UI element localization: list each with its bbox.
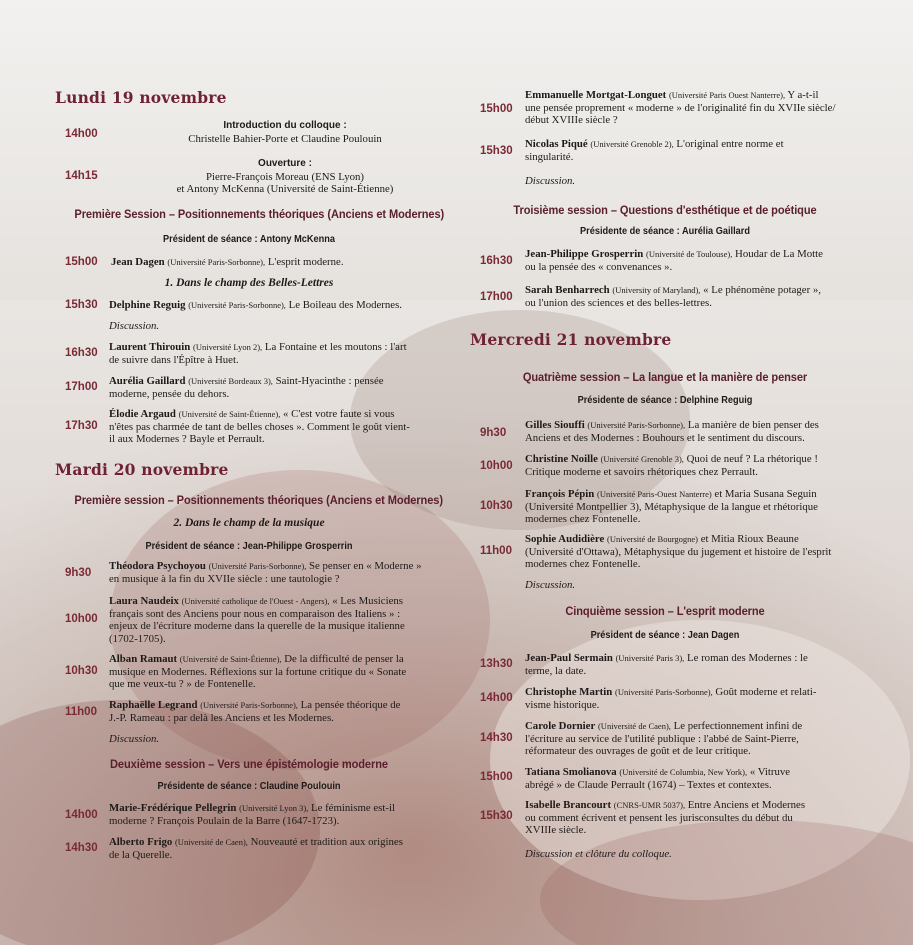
- time-label: 9h30: [480, 427, 507, 439]
- speaker-affiliation: (Université Lyon 2),: [193, 342, 263, 352]
- speaker-affiliation: (Université de Saint-Étienne),: [179, 654, 282, 664]
- talk-title: Nouveauté et tradition aux origines: [250, 836, 403, 848]
- talk-entry: [525, 248, 865, 273]
- speaker-name: Alban Ramaut: [109, 653, 178, 665]
- session-president: Présidente de séance : Claudine Poulouin: [157, 781, 341, 792]
- speaker-affiliation: (Université Paris-Sorbonne),: [614, 687, 713, 697]
- speaker-affiliation: (Université de Columbia, New York),: [619, 767, 748, 777]
- talk-title: Saint-Hyacinthe : pensée: [275, 375, 384, 387]
- time-label: 14h30: [65, 842, 98, 854]
- time-label: 11h00: [480, 545, 512, 557]
- talk-title-line-3: modernes chez Fontenelle.: [525, 513, 641, 525]
- talk-entry: [525, 533, 865, 571]
- talk-entry: [525, 89, 865, 127]
- time-label: 15h30: [65, 299, 98, 311]
- talk-title-line-3: il aux Modernes ? Bayle et Perrault.: [109, 433, 265, 445]
- talk-title: De la difficulté de penser la: [284, 653, 404, 665]
- ouverture-block: [135, 158, 435, 196]
- talk-title-line-3: que me veux-tu ? » de Fontenelle.: [109, 678, 256, 690]
- subsection-title: 2. Dans le champ de la musique: [173, 517, 325, 529]
- talk-title: Se penser en « Moderne »: [309, 560, 422, 572]
- talk-title-line-2: de suivre dans l'Épître à Huet.: [109, 353, 239, 366]
- talk-title: « Vitruve: [749, 766, 791, 778]
- talk-title-line-2: singularité.: [525, 150, 574, 163]
- day-heading-mercredi: Mercredi 21 novembre: [470, 330, 672, 349]
- day-heading-mardi: Mardi 20 novembre: [55, 460, 229, 479]
- time-label: 14h15: [65, 170, 98, 182]
- session-president: Présidente de séance : Delphine Reguig: [577, 395, 753, 406]
- time-label: 16h30: [65, 347, 98, 359]
- talk-title-line-2: terme, la date.: [525, 664, 587, 677]
- session-title: Première session – Positionnements théoriques (Anciens et Modernes): [74, 493, 443, 507]
- talk-title: et Maria Susana Seguin: [714, 488, 817, 500]
- talk-title-line-2: musique en Modernes. Réflexions sur la fortune critique du « Sonate: [109, 665, 407, 678]
- speaker-name: Théodora Psychoyou: [109, 560, 206, 572]
- ouverture-title: Ouverture :: [258, 158, 312, 169]
- speaker-affiliation: (Université Grenoble 3),: [600, 454, 684, 464]
- time-label: 10h30: [65, 665, 98, 677]
- talk-title: Le perfectionnement infini de: [673, 720, 803, 732]
- talk-entry: [525, 686, 865, 711]
- time-label: 14h30: [480, 732, 513, 744]
- talk-title-line-3: début XVIIIe siècle ?: [525, 114, 618, 126]
- speaker-affiliation: (CNRS-UMR 5037),: [613, 800, 686, 810]
- session-president: Présidente de séance : Aurélia Gaillard: [580, 226, 750, 237]
- intro-block: [135, 120, 435, 145]
- talk-title-line-2: ou l'union des sciences et des belles-lettres.: [525, 296, 712, 309]
- speaker-affiliation: (Université Paris-Sorbonne),: [188, 300, 286, 310]
- talk-title-line-2: (Université Montpellier 3), Métaphysique de la langue et rhétorique: [525, 500, 818, 513]
- time-label: 11h00: [65, 706, 97, 718]
- talk-title-line-2: Anciens et des Modernes : Bouhours et le sentiment du discours.: [525, 431, 805, 444]
- talk-entry: [525, 138, 865, 163]
- speaker-name: Laura Naudeix: [109, 595, 179, 607]
- discussion-label: Discussion et clôture du colloque.: [525, 848, 672, 860]
- talk-title-line-2: n'êtes pas charmée de tant de belles choses ». Comment le goût vient-: [109, 420, 410, 433]
- time-label: 15h00: [65, 256, 98, 268]
- time-label: 15h00: [480, 103, 513, 115]
- talk-title-line-3: modernes chez Fontenelle.: [525, 558, 641, 570]
- time-label: 14h00: [65, 128, 98, 140]
- talk-entry: [109, 375, 444, 400]
- session-title: Quatrième session – La langue et la manière de penser: [522, 370, 808, 384]
- session-president: Président de séance : Jean-Philippe Grosperrin: [145, 541, 353, 552]
- discussion-label: Discussion.: [525, 579, 576, 591]
- speaker-name: Emmanuelle Mortgat-Longuet: [525, 89, 667, 101]
- talk-title-line-4: (1702-1705).: [109, 632, 166, 645]
- talk-entry: [525, 652, 865, 677]
- talk-title: Goût moderne et relati-: [715, 686, 817, 698]
- speaker-name: Sophie Audidière: [525, 533, 605, 545]
- session-title: Deuxième session – Vers une épistémologie moderne: [110, 757, 388, 771]
- speaker-name: Laurent Thirouin: [109, 341, 191, 353]
- talk-title-line-2: l'écriture au service de l'utilité publique : l'abbé de Saint-Pierre,: [525, 732, 799, 745]
- time-label: 10h30: [480, 500, 513, 512]
- talk-entry: [525, 799, 865, 837]
- discussion-label: Discussion.: [109, 733, 160, 745]
- speaker-name: Christine Noille: [525, 453, 598, 465]
- talk-entry: [109, 408, 445, 446]
- speaker-name: Jean Dagen: [111, 256, 165, 268]
- speaker-affiliation: (Université Paris-Sorbonne),: [167, 257, 266, 267]
- speaker-name: Nicolas Piqué: [525, 138, 588, 150]
- talk-title: L'esprit moderne.: [267, 256, 344, 268]
- talk-title-line-2: français sont des Anciens pour nous en comparaison des Italiens » :: [109, 607, 401, 620]
- time-label: 10h00: [65, 613, 98, 625]
- talk-title-line-2: de la Querelle.: [109, 848, 173, 861]
- time-label: 13h30: [480, 658, 513, 670]
- talk-title: Le Boileau des Modernes.: [288, 299, 402, 311]
- talk-title: Le féminisme est-il: [311, 802, 395, 814]
- speaker-name: Sarah Benharrech: [525, 284, 610, 296]
- time-label: 14h00: [480, 692, 513, 704]
- talk-entry: [525, 453, 865, 478]
- talk-entry: [525, 766, 865, 791]
- talk-title-line-2: (Université d'Ottawa), Métaphysique du jugement et histoire de l'esprit: [525, 545, 832, 558]
- speaker-name: Delphine Reguig: [109, 299, 186, 311]
- talk-title-line-2: une pensée proprement « moderne » de l'originalité fin du XVIIe siècle/: [525, 101, 836, 114]
- talk-title-line-2: abrégé » de Claude Perrault (1674) – Textes et contextes.: [525, 778, 772, 791]
- intro-title: Introduction du colloque :: [223, 120, 347, 131]
- speaker-name: Isabelle Brancourt: [525, 799, 612, 811]
- talk-entry: [525, 284, 865, 309]
- talk-entry: [109, 560, 444, 585]
- speaker-name: Jean-Paul Sermain: [525, 652, 613, 664]
- time-label: 15h30: [480, 145, 513, 157]
- time-label: 17h00: [65, 381, 98, 393]
- talk-entry: [525, 488, 865, 526]
- speaker-name: Tatiana Smolianova: [525, 766, 617, 778]
- time-label: 9h30: [65, 567, 92, 579]
- talk-entry: [109, 802, 445, 827]
- discussion-label: Discussion.: [525, 175, 576, 187]
- speaker-affiliation: (Université Paris-Ouest Nanterre): [596, 489, 712, 499]
- speaker-affiliation: (Université Paris-Sorbonne),: [587, 420, 686, 430]
- speaker-affiliation: (Université de Caen),: [597, 721, 671, 731]
- talk-title: La pensée théorique de: [300, 699, 401, 711]
- talk-entry: [109, 836, 445, 861]
- talk-title-line-2: moderne ? François Poulain de la Barre (1647-1723).: [109, 814, 340, 827]
- intro-people: Christelle Bahier-Porte et Claudine Poulouin: [188, 132, 382, 145]
- talk-title: « C'est votre faute si vous: [283, 408, 395, 420]
- talk-title: L'original entre norme et: [676, 138, 784, 150]
- session-title: Troisième session – Questions d'esthétique et de poétique: [513, 203, 817, 217]
- talk-title-line-2: moderne, pensée du dehors.: [109, 387, 230, 400]
- session-president: Président de séance : Antony McKenna: [163, 234, 335, 245]
- session-title: Première Session – Positionnements théoriques (Anciens et Modernes): [74, 207, 445, 221]
- speaker-affiliation: (Université de Toulouse),: [645, 249, 733, 259]
- speaker-affiliation: (Université de Caen),: [174, 837, 248, 847]
- talk-title: La Fontaine et les moutons : l'art: [264, 341, 407, 353]
- talk-title: Quoi de neuf ? La rhétorique !: [686, 453, 818, 465]
- talk-title-line-2: ou comment écrivent et pensent les jurisconsultes du début du: [525, 811, 793, 824]
- talk-title: Houdar de La Motte: [735, 248, 823, 260]
- talk-title-line-2: visme historique.: [525, 698, 600, 711]
- speaker-affiliation: (University of Maryland),: [612, 285, 701, 295]
- talk-title-line-2: en musique à la fin du XVIIe siècle : une tautologie ?: [109, 572, 340, 585]
- time-label: 16h30: [480, 255, 513, 267]
- talk-title-line-3: XVIIIe siècle.: [525, 824, 587, 836]
- subsection-title: 1. Dans le champ des Belles-Lettres: [164, 277, 334, 289]
- speaker-name: Gilles Siouffi: [525, 419, 585, 431]
- talk-title: Le roman des Modernes : le: [686, 652, 808, 664]
- speaker-affiliation: (Université Bordeaux 3),: [188, 376, 273, 386]
- time-label: 15h00: [480, 771, 513, 783]
- speaker-affiliation: (Université Lyon 3),: [239, 803, 309, 813]
- talk-title: « Les Musiciens: [332, 595, 403, 607]
- day-heading-lundi: Lundi 19 novembre: [55, 88, 227, 107]
- talk-title-line-3: enjeux de l'écriture moderne dans la querelle de la musique italienne: [109, 620, 405, 632]
- talk-title: « Le phénomène potager »,: [703, 284, 821, 296]
- time-label: 10h00: [480, 460, 513, 472]
- talk-entry: [109, 699, 445, 724]
- speaker-affiliation: (Université Paris 3),: [615, 653, 685, 663]
- talk-entry: [109, 341, 444, 366]
- discussion-label: Discussion.: [109, 320, 160, 332]
- talk-title: Y a-t-il: [787, 89, 819, 101]
- session-title: Cinquième session – L'esprit moderne: [565, 604, 765, 618]
- speaker-name: Alberto Frigo: [109, 836, 173, 848]
- speaker-name: Aurélia Gaillard: [109, 375, 186, 387]
- talk-title-line-3: réformateur des ouvrages de goût et de leur critique.: [525, 745, 751, 757]
- speaker-name: Christophe Martin: [525, 686, 613, 698]
- ouverture-person-2: et Antony McKenna (Université de Saint-Étienne): [176, 183, 394, 195]
- speaker-name: Carole Dornier: [525, 720, 596, 732]
- speaker-affiliation: (Université de Saint-Étienne),: [178, 409, 281, 419]
- speaker-affiliation: (Université Paris-Sorbonne),: [208, 561, 307, 571]
- talk-entry: [109, 653, 445, 691]
- ouverture-person-1: Pierre-François Moreau (ENS Lyon): [205, 170, 364, 183]
- time-label: 17h00: [480, 291, 513, 303]
- time-label: 15h30: [480, 810, 513, 822]
- speaker-affiliation: (Université Paris-Sorbonne),: [200, 700, 298, 710]
- talk-entry: [109, 595, 445, 645]
- speaker-affiliation: (Université catholique de l'Ouest - Angers),: [181, 596, 330, 606]
- time-label: 14h00: [65, 809, 98, 821]
- time-label: 17h30: [65, 420, 98, 432]
- speaker-name: Raphaëlle Legrand: [109, 699, 198, 711]
- talk-title-line-2: ou la pensée des « convenances ».: [525, 260, 673, 273]
- talk-entry: [525, 419, 865, 444]
- speaker-affiliation: (Université de Bourgogne): [607, 534, 698, 544]
- talk-entry: [111, 256, 441, 269]
- speaker-name: Marie-Frédérique Pellegrin: [109, 802, 237, 814]
- speaker-name: Jean-Philippe Grosperrin: [525, 248, 644, 260]
- speaker-affiliation: (Université Grenoble 2),: [590, 139, 674, 149]
- session-president: Président de séance : Jean Dagen: [590, 630, 740, 641]
- speaker-affiliation: (Université Paris Ouest Nanterre),: [668, 90, 786, 100]
- speaker-name: François Pépin: [525, 488, 595, 500]
- speaker-name: Élodie Argaud: [109, 408, 176, 420]
- talk-title: La manière de bien penser des: [687, 419, 819, 431]
- talk-entry: [525, 720, 865, 758]
- talk-title: et Mitia Rioux Beaune: [700, 533, 799, 545]
- talk-title-line-2: Critique moderne et savoirs rhétoriques chez Perrault.: [525, 465, 758, 478]
- talk-title-line-2: J.-P. Rameau : par delà les Anciens et les Modernes.: [109, 711, 334, 724]
- talk-title: Entre Anciens et Modernes: [687, 799, 806, 811]
- talk-entry: [109, 299, 441, 312]
